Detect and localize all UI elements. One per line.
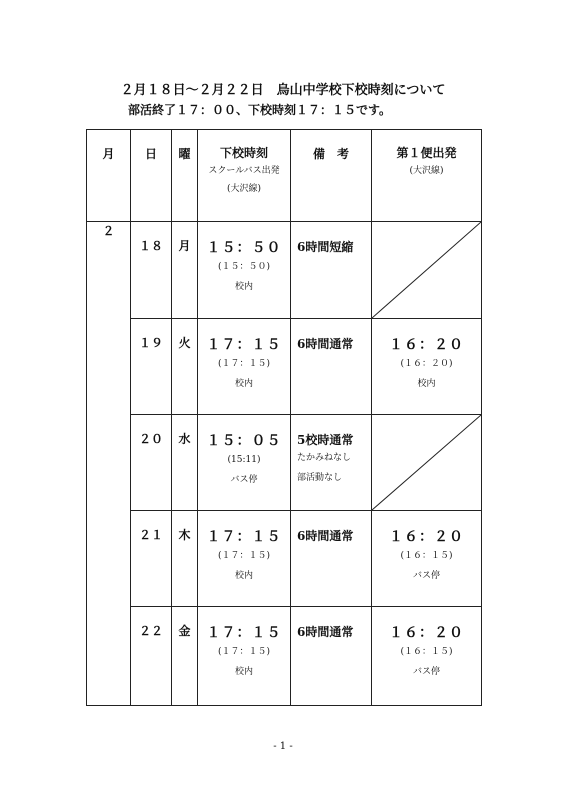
dismissal-time: １５：５０	[206, 240, 282, 256]
departure-place: バス停	[230, 475, 258, 485]
departure-place: 校内	[234, 571, 253, 581]
bus-departure-time: (15:11)	[227, 455, 261, 465]
remarks-sub-2: 部活動なし	[297, 473, 343, 483]
header-month: 月	[87, 130, 131, 222]
first-bus-sub-time: (１６：１５)	[400, 551, 453, 561]
day-cell: ２０	[131, 415, 172, 511]
dismissal-time: １７：１５	[206, 529, 282, 545]
dismissal-time: １７：１５	[206, 625, 282, 641]
dismissal-time: １７：１５	[206, 337, 282, 353]
weekday-cell: 水	[172, 415, 198, 511]
bus-departure-time: (１７：１５)	[217, 359, 271, 369]
weekday-cell: 金	[172, 607, 198, 706]
table-row	[87, 222, 482, 319]
table-row	[87, 319, 482, 415]
page-number: - 1 -	[273, 741, 293, 752]
remarks-cell	[291, 511, 372, 607]
first-bus-place: 校内	[417, 379, 436, 389]
header-first-bus-label: 第１便出発	[396, 146, 457, 160]
header-day: 日	[131, 130, 172, 222]
dismissal-cell	[198, 607, 291, 706]
bus-departure-time: (１７：１５)	[217, 551, 271, 561]
header-dismissal	[198, 130, 291, 222]
bus-departure-time: (１７：１５)	[217, 647, 271, 657]
table-row	[87, 511, 482, 607]
first-bus-sub-time: (１６：１５)	[400, 647, 453, 657]
dismissal-time: １５：０５	[206, 433, 282, 449]
header-dismissal-label: 下校時刻	[219, 146, 268, 160]
header-dismissal-sub2: (大沢線)	[226, 184, 262, 194]
first-bus-place: バス停	[412, 667, 440, 677]
first-bus-cell-empty	[372, 222, 482, 319]
departure-place: 校内	[234, 667, 253, 677]
header-first-bus-sub: (大沢線)	[409, 166, 444, 176]
first-bus-sub-time: (１６：２０)	[400, 359, 453, 369]
remarks-cell	[291, 415, 372, 511]
document-title: ２月１８日～２月２２日 烏山中学校下校時刻について	[120, 83, 446, 98]
first-bus-time: １６：２０	[389, 337, 464, 353]
day-cell: ２１	[131, 511, 172, 607]
departure-place: 校内	[234, 379, 253, 389]
header-dismissal-sub1: スクールバス出発	[208, 166, 280, 176]
first-bus-time: １６：２０	[389, 625, 464, 641]
remarks-text: 6時間通常	[297, 625, 354, 639]
first-bus-cell-empty	[372, 415, 482, 511]
day-cell: ２２	[131, 607, 172, 706]
table-row	[87, 415, 482, 511]
month-cell: ２	[87, 222, 131, 706]
table-row	[87, 607, 482, 706]
dismissal-cell	[198, 319, 291, 415]
day-cell: １８	[131, 222, 172, 319]
remarks-text: 5校時通常	[297, 433, 354, 447]
header-row	[87, 130, 482, 222]
remarks-sub-1: たかみねなし	[297, 453, 352, 463]
first-bus-cell	[372, 607, 482, 706]
header-first-bus	[372, 130, 482, 222]
document-subtitle: 部活終了１７：００、下校時刻１７：１５です。	[128, 103, 392, 117]
weekday-cell: 火	[172, 319, 198, 415]
first-bus-cell	[372, 511, 482, 607]
remarks-text: 6時間通常	[297, 337, 354, 351]
first-bus-cell	[372, 319, 482, 415]
diagonal-slash	[372, 415, 481, 510]
first-bus-place: バス停	[412, 571, 440, 581]
remarks-cell	[291, 607, 372, 706]
diagonal-slash	[372, 222, 481, 318]
first-bus-time: １６：２０	[389, 529, 464, 545]
remarks-cell	[291, 319, 372, 415]
dismissal-cell	[198, 511, 291, 607]
bus-departure-time: (１５：５０)	[217, 262, 271, 272]
remarks-cell	[291, 222, 372, 319]
weekday-cell: 月	[172, 222, 198, 319]
schedule-table	[86, 129, 482, 706]
day-cell: １９	[131, 319, 172, 415]
weekday-cell: 木	[172, 511, 198, 607]
remarks-text: 6時間通常	[297, 529, 354, 543]
header-weekday: 曜	[172, 130, 198, 222]
departure-place: 校内	[234, 282, 253, 292]
dismissal-cell	[198, 222, 291, 319]
header-remarks: 備 考	[291, 130, 372, 222]
dismissal-cell	[198, 415, 291, 511]
remarks-text: 6時間短縮	[297, 240, 354, 254]
